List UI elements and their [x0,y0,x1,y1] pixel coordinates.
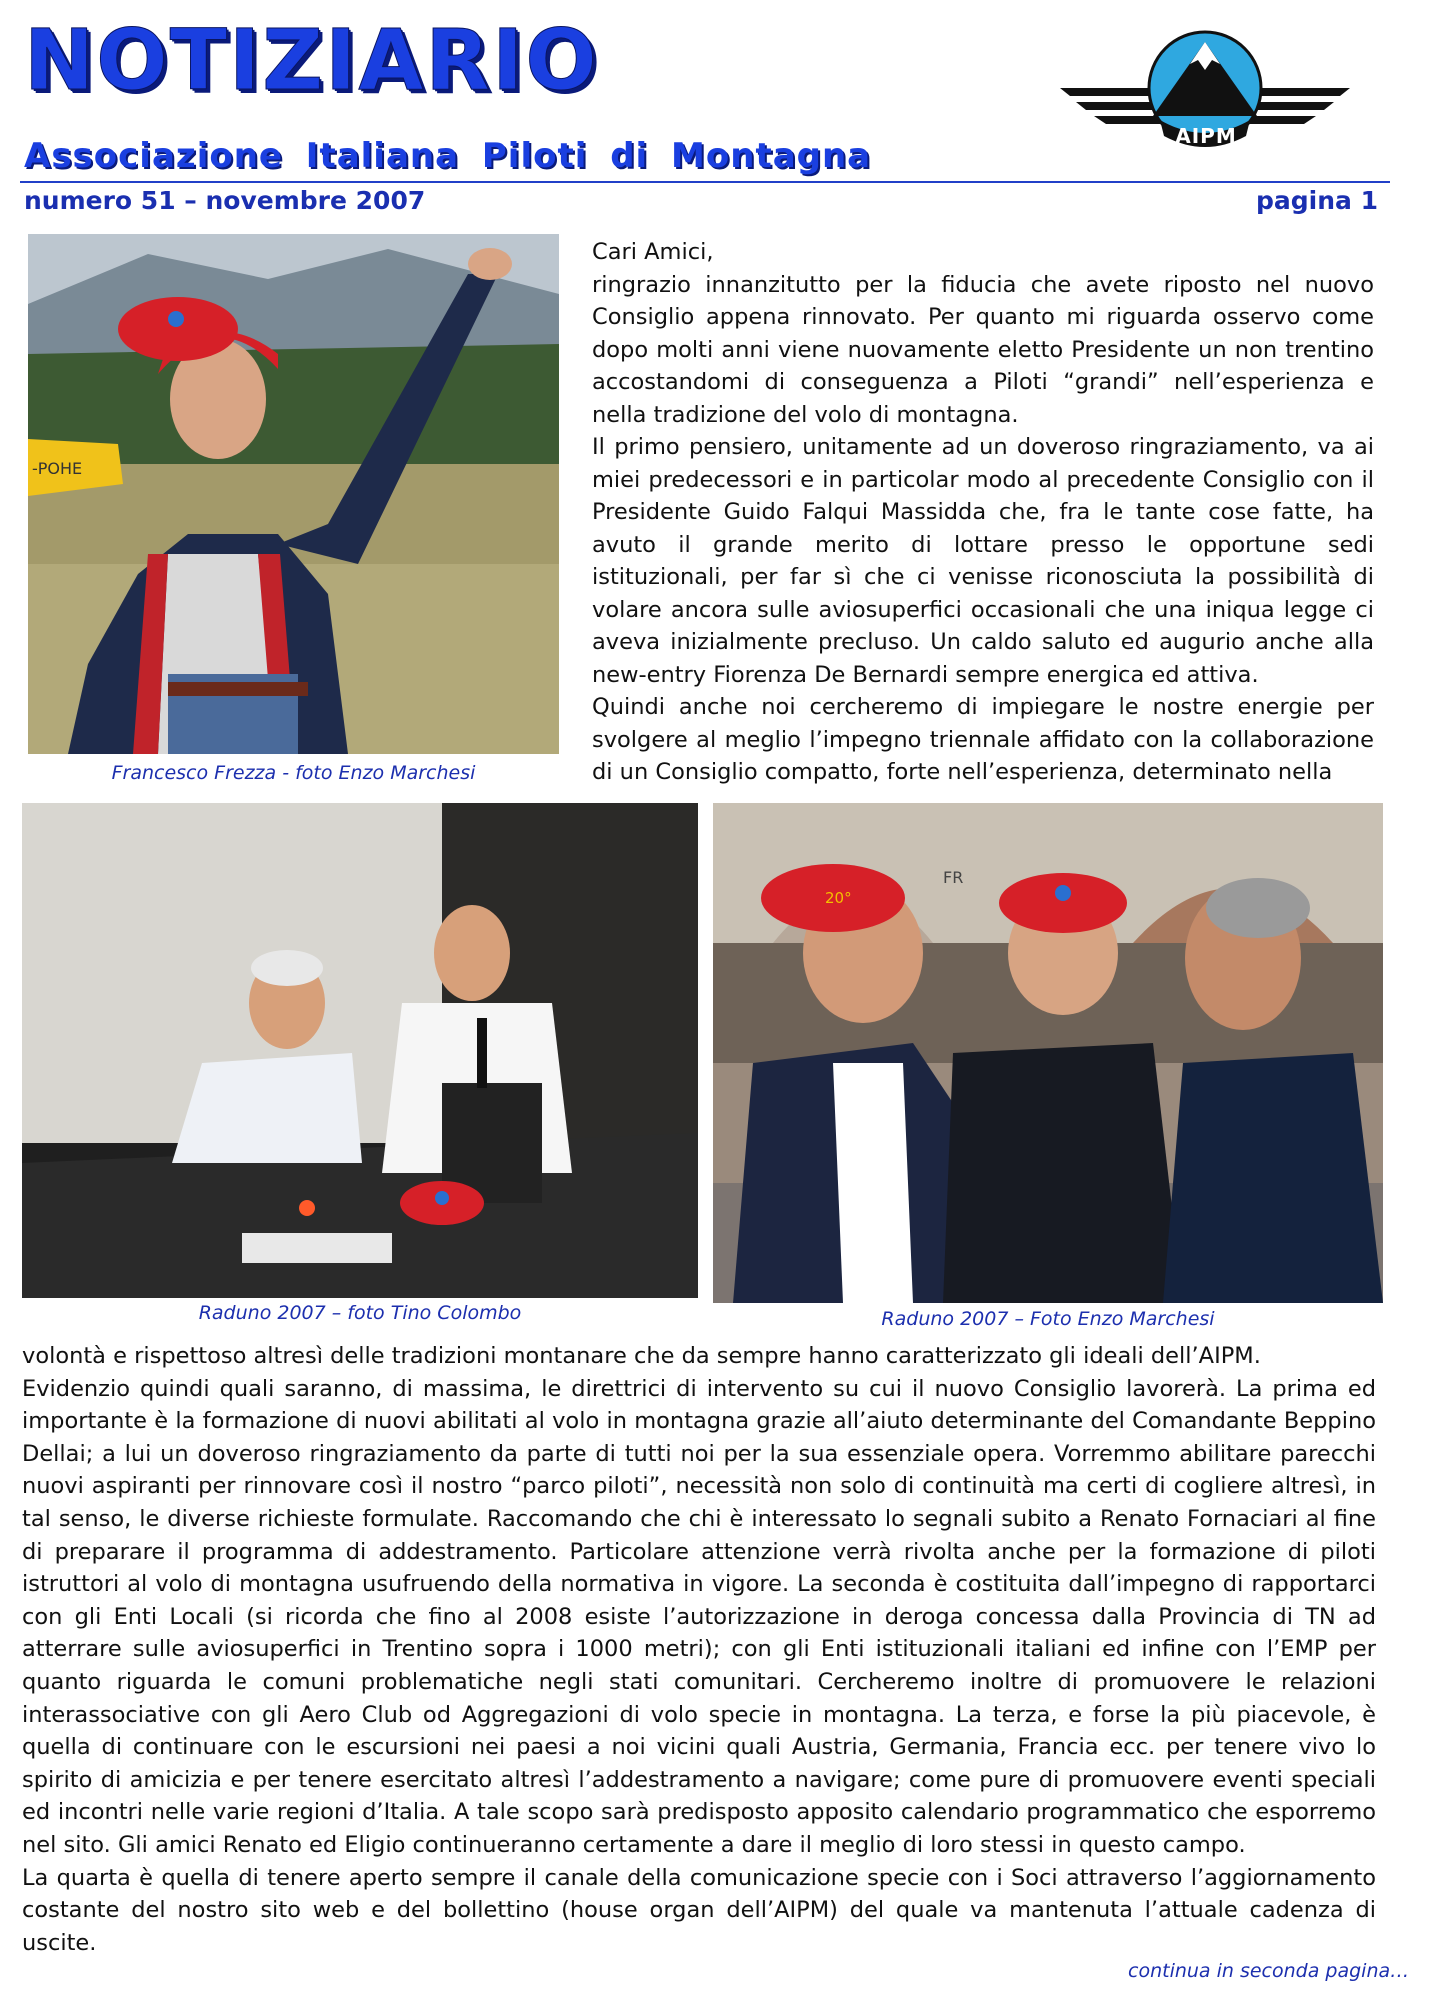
intro-text [592,236,1374,789]
body-paragraph: volontà e rispettoso altresì delle tradizioni montanare che da sempre hanno caratterizzato gli ideali dell’AIPM. [22,1343,1261,1369]
svg-text:FR: FR [943,868,964,887]
intro-paragraph: Quindi anche noi cercheremo di impiegare le nostre energie per svolgere al meglio l’impegno triennale affidato con la collaborazione di un Consiglio compatto, forte nell’esperienza, determinato nella [592,694,1374,785]
header-rule [20,181,1390,183]
newsletter-title: NOTIZIARIO [24,11,599,109]
body-paragraph: La quarta è quella di tenere aperto sempre il canale della comunicazione specie con i Soci attraverso l’aggiornamento costante del nostro sito web e del bollettino (house organ dell’AIPM) del quale va mantenuta l’attuale cadenza di uscite. [22,1864,1376,1956]
aipm-logo [1050,20,1360,160]
caption-top-photo: Francesco Frezza - foto Enzo Marchesi [111,762,476,784]
svg-text:-POHE: -POHE [32,459,83,478]
caption-left-photo: Raduno 2007 – foto Tino Colombo [198,1302,522,1324]
issue-number: numero 51 – novembre 2007 [24,186,426,215]
svg-text:20°: 20° [825,889,852,907]
association-name: Associazione Italiana Piloti di Montagna [24,136,872,176]
logo-text: AIPM [1175,124,1237,148]
salutation: Cari Amici, [592,239,714,265]
caption-right-photo: Raduno 2007 – Foto Enzo Marchesi [881,1308,1215,1330]
photo-raduno-colombo [22,803,698,1298]
photo-francesco-frezza [28,234,559,754]
photo-raduno-marchesi [713,803,1383,1303]
continued-note: continua in seconda pagina… [1128,1960,1410,1982]
page-number: pagina 1 [1256,186,1378,215]
intro-paragraph: Il primo pensiero, unitamente ad un doveroso ringraziamento, va ai miei predecessori e in particolar modo al precedente Consiglio con il Presidente Guido Falqui Massidda che, fra le tante cose fatte, ha avuto il grande merito di lottare presso le opportune sedi istituzionali, per far sì che ci venisse riconosciuta la possibilità di volare ancora sulle aviosuperfici occasionali che una iniqua legge ci aveva inizialmente precluso. Un caldo saluto ed augurio anche alla new-entry Fiorenza De Bernardi sempre energica ed attiva. [592,434,1374,688]
intro-paragraph: ringrazio innanzitutto per la fiducia che avete riposto nel nuovo Consiglio appena rinnovato. Per quanto mi riguarda osservo come dopo molti anni viene nuovamente eletto Presidente un non trentino accostandomi di conseguenza a Piloti “grandi” nell’esperienza e nella tradizione del volo di montagna. [592,271,1374,428]
body-paragraph: Evidenzio quindi quali saranno, di massima, le direttrici di intervento su cui il nuovo Consiglio lavorerà. La prima ed importante è la formazione di nuovi abilitati al volo in montagna grazie all’aiuto determinante del Comandante Beppino Dellai; a lui un doveroso ringraziamento da parte di tutti noi per la sua essenziale opera. Vorremmo abilitare parecchi nuovi aspiranti per rinnovare così il nostro “parco piloti”, necessità non solo di continuità ma certi di cogliere altresì, in tal senso, le diverse richieste formulate. Raccomando che chi è interessato lo segnali subito a Renato Fornaciari al fine di preparare il programma di addestramento. Particolare attenzione verrà rivolta anche per la formazione di piloti istruttori al volo di montagna usufruendo della normativa in vigore. La seconda è costituita dall’impegno di rapportarci con gli Enti Locali (si ricorda che fino al 2008 esiste l’autorizzazione in deroga concessa dalla Provincia di TN ad atterrare sulle aviosuperfici in Trentino sopra i 1000 metri); con gli Enti istituzionali italiani ed infine con l’EMP per quanto riguarda le comuni problematiche negli stati comunitari. Cercheremo inoltre di promuovere le relazioni interassociative con gli Aero Club od Aggregazioni di volo specie in montagna. La terza, e forse la più piacevole, è quella di continuare con le escursioni nei paesi a noi vicini quali Austria, Germania, Francia ecc. per tenere vivo lo spirito di amicizia e per tenere esercitato altresì l’addestramento a navigare; come pure di promuovere eventi speciali ed incontri nelle varie regioni d’Italia. A tale scopo sarà predisposto apposito calendario programmatico che esporremo nel sito. Gli amici Renato ed Eligio continueranno certamente a dare il meglio di loro stessi in questo campo. [22,1375,1376,1858]
body-text [22,1340,1376,1959]
